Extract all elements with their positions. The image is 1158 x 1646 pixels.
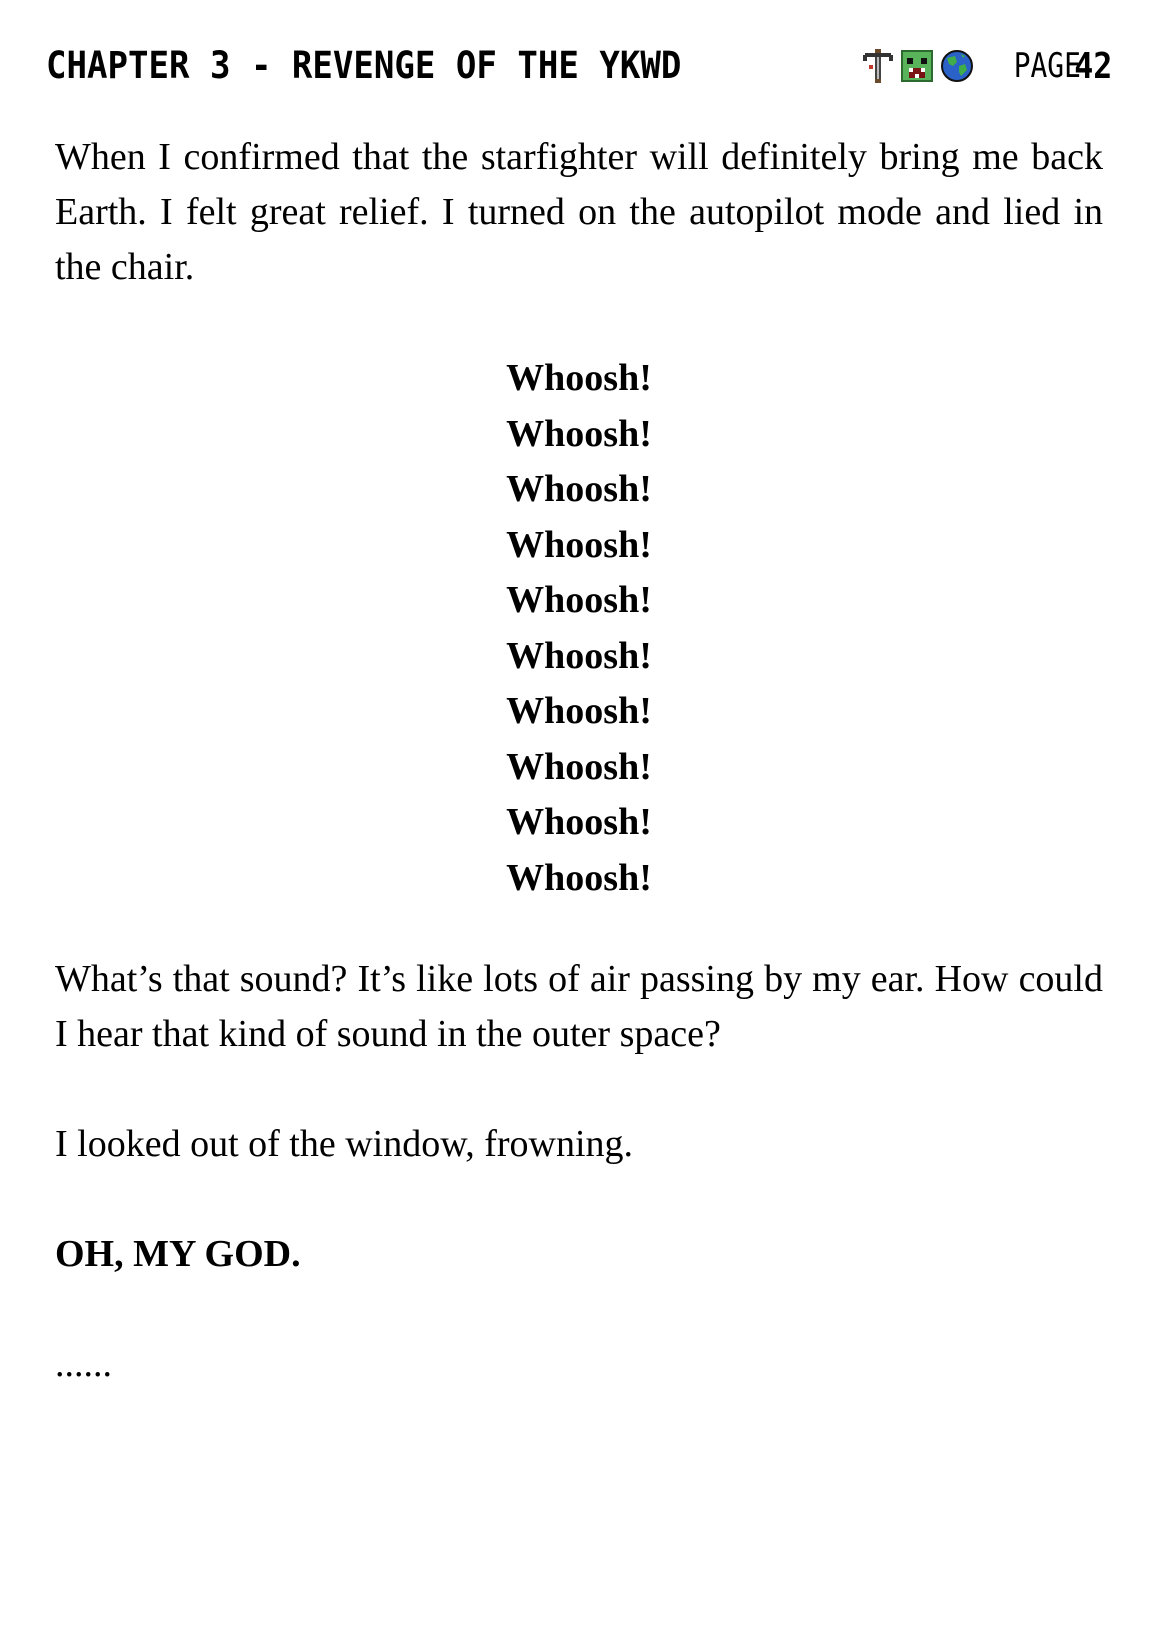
monster-face-icon [901,50,933,82]
sound-effect-line: Whoosh! [506,634,652,677]
paragraph-window: I looked out of the window, frowning. [55,1123,633,1165]
sound-effect-line: Whoosh! [506,357,652,399]
header-icons [863,49,973,83]
sound-effect-line: Whoosh! [506,579,652,621]
page-label: PAGE [1013,46,1081,86]
header-right [863,40,1112,92]
sound-effect-line: Whoosh! [506,801,652,843]
page-header [46,40,1112,92]
sword-icon [863,49,893,83]
ellipsis-text: ...... [55,1343,112,1385]
earth-globe-icon [941,50,973,82]
sound-effect-line: Whoosh! [506,690,652,732]
sound-effect-block [55,351,1103,906]
paragraph-sound-question: What’s that sound? It’s like lots of air passing by my ear. How could I hear that kind of sound in the outer space? [55,958,1103,1055]
page-content [55,130,1103,1392]
sound-effect-line: Whoosh! [506,523,652,566]
paragraph-intro: When I confirmed that the starfighter will definitely bring me back Earth. I felt great relief. I turned on the autopilot mode and lied in the chair. [55,136,1103,288]
sound-effect-line: Whoosh! [506,745,652,788]
chapter-title: CHAPTER 3 - REVENGE OF THE YKWD [46,44,682,87]
exclamation-text: OH, MY GOD. [55,1233,301,1275]
sound-effect-line: Whoosh! [506,412,652,455]
sound-effect-line: Whoosh! [506,468,652,510]
sound-effect-line: Whoosh! [506,856,652,899]
page-number: 42 [1073,45,1112,87]
